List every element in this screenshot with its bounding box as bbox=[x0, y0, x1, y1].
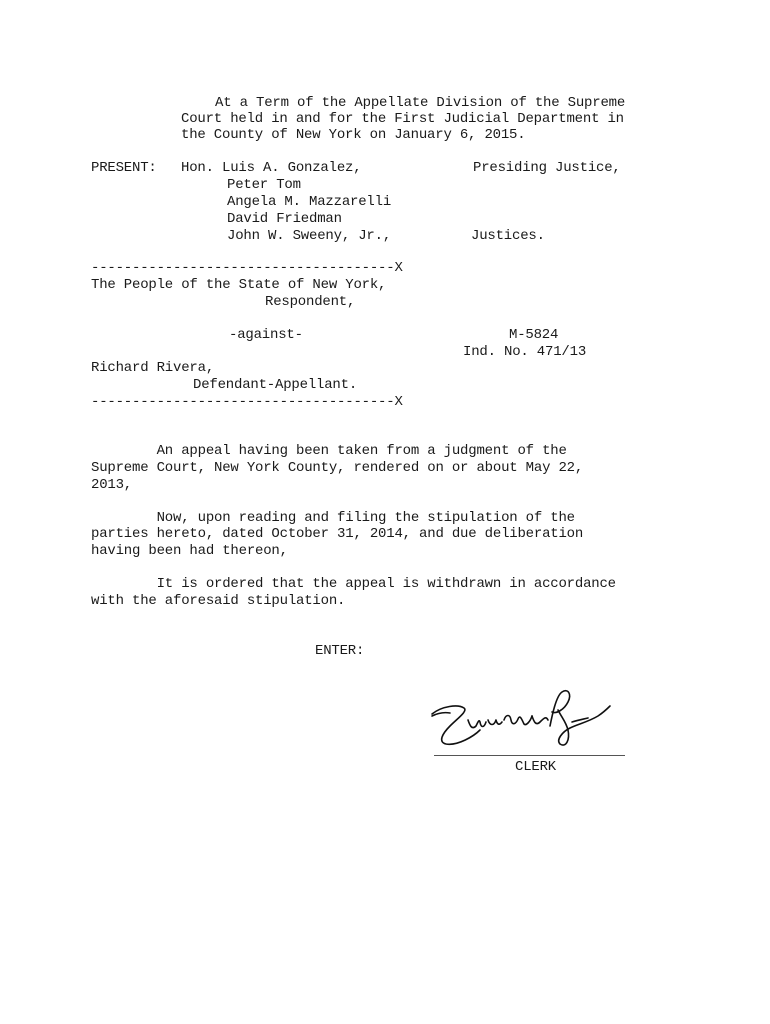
caption-divider-top: -------------------------------------X bbox=[91, 260, 403, 276]
versus-label: -against- bbox=[229, 327, 303, 343]
paragraph-2-line-3: having been had thereon, bbox=[91, 543, 288, 559]
indictment-number: Ind. No. 471/13 bbox=[463, 344, 587, 360]
presiding-justice-title: Presiding Justice, bbox=[473, 160, 621, 176]
defendant-name: Richard Rivera, bbox=[91, 360, 215, 376]
justice-1: Hon. Luis A. Gonzalez, bbox=[181, 160, 362, 176]
paragraph-2-line-2: parties hereto, dated October 31, 2014, and due deliberation bbox=[91, 526, 584, 542]
term-line-2: Court held in and for the First Judicial Department in bbox=[181, 111, 624, 127]
justice-2: Peter Tom bbox=[227, 177, 301, 193]
term-line-1: At a Term of the Appellate Division of the Supreme bbox=[215, 95, 626, 111]
paragraph-2-line-1: Now, upon reading and filing the stipulation of the bbox=[91, 510, 575, 526]
plaintiff-name: The People of the State of New York, bbox=[91, 277, 387, 293]
clerk-signature bbox=[428, 686, 612, 752]
paragraph-3-line-2: with the aforesaid stipulation. bbox=[91, 593, 346, 609]
motion-number: M-5824 bbox=[509, 327, 559, 343]
justice-4: David Friedman bbox=[227, 211, 342, 227]
paragraph-1-line-3: 2013, bbox=[91, 477, 133, 493]
paragraph-1-line-2: Supreme Court, New York County, rendered on or about May 22, bbox=[91, 460, 584, 476]
justices-title: Justices. bbox=[471, 228, 545, 244]
signature-line bbox=[434, 755, 625, 756]
term-line-3: the County of New York on January 6, 2015. bbox=[181, 127, 526, 143]
enter-label: ENTER: bbox=[315, 643, 365, 659]
justice-5: John W. Sweeny, Jr., bbox=[227, 228, 392, 244]
plaintiff-role: Respondent, bbox=[265, 294, 356, 310]
paragraph-1-line-1: An appeal having been taken from a judgment of the bbox=[91, 443, 567, 459]
caption-divider-bottom: -------------------------------------X bbox=[91, 394, 403, 410]
defendant-role: Defendant-Appellant. bbox=[193, 377, 358, 393]
paragraph-3-line-1: It is ordered that the appeal is withdrawn in accordance bbox=[91, 576, 616, 592]
justice-3: Angela M. Mazzarelli bbox=[227, 194, 392, 210]
present-label: PRESENT: bbox=[91, 160, 157, 176]
clerk-label: CLERK bbox=[515, 759, 557, 775]
